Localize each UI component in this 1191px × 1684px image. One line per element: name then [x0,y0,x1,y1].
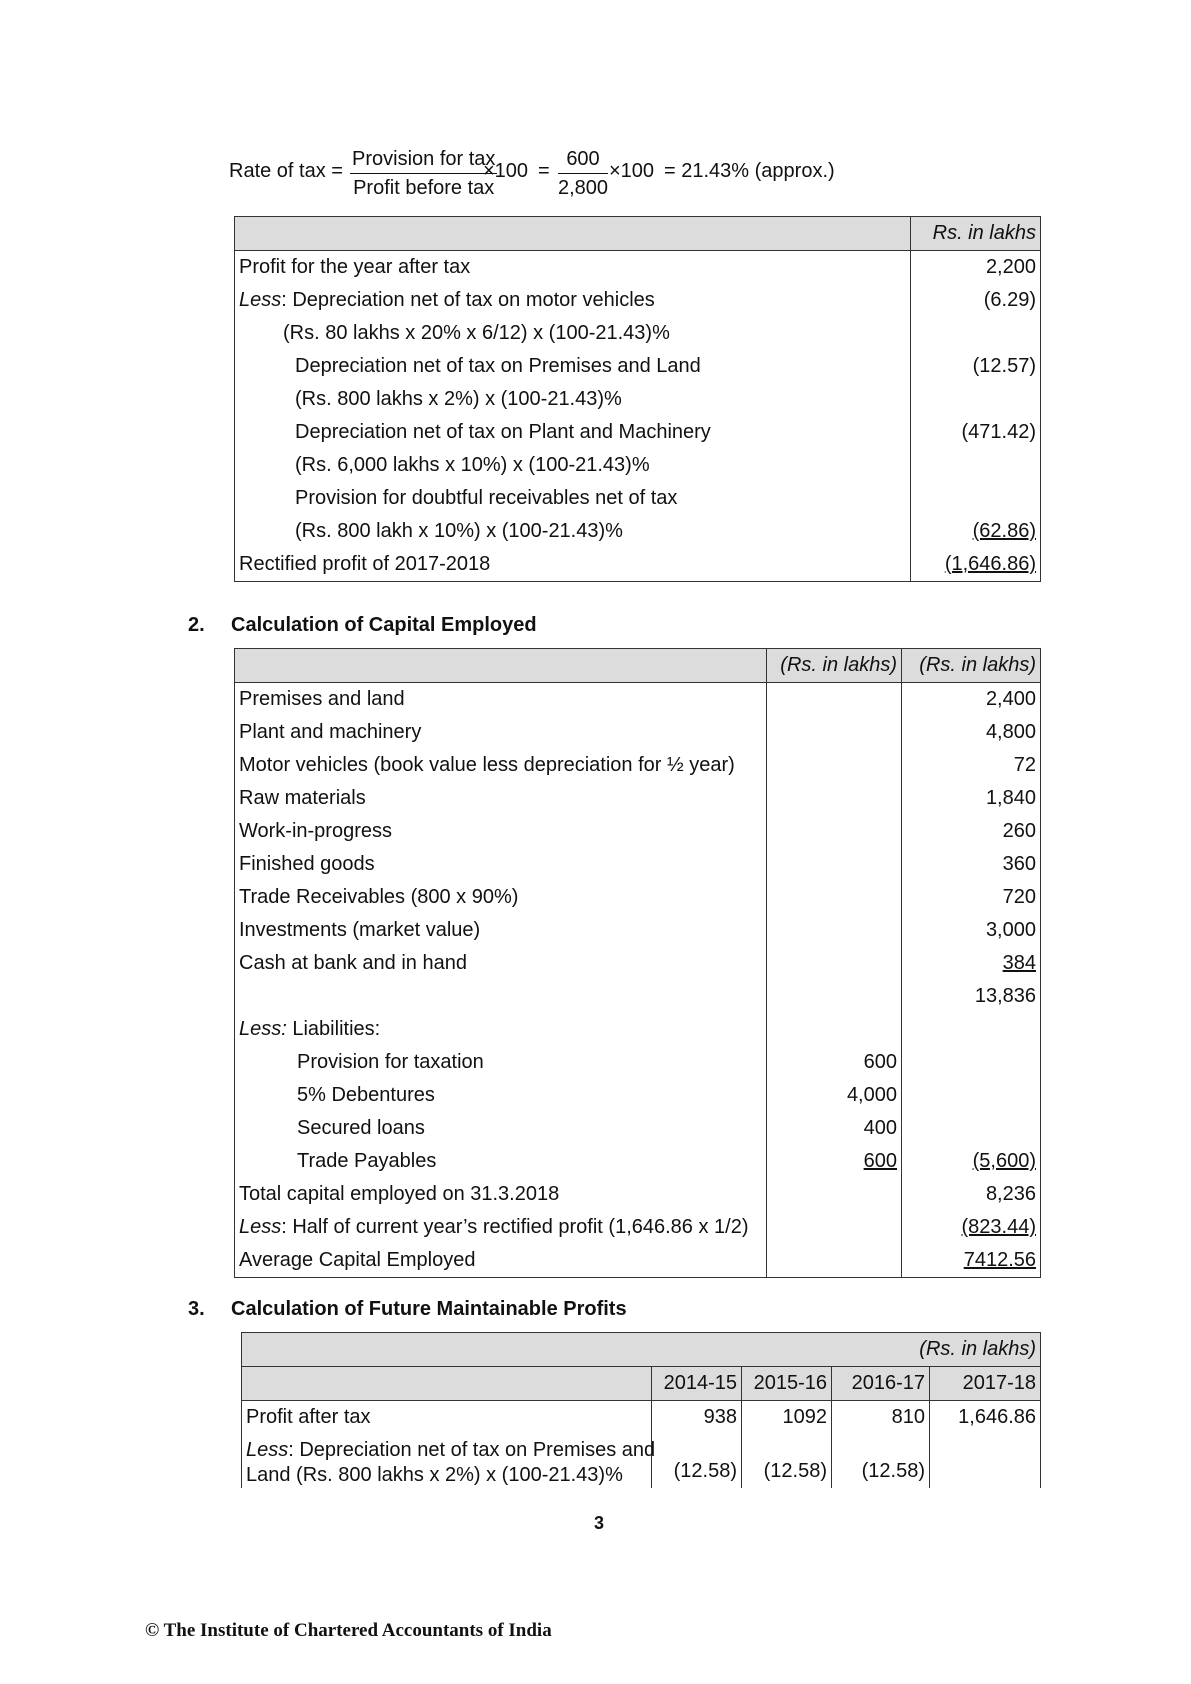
section-3-title: Calculation of Future Maintainable Profits [231,1298,627,1320]
table-row: Total capital employed on 31.3.2018 8,236 [235,1178,1041,1211]
formula-label: Rate of tax = [229,160,343,182]
table-row: (Rs. 80 lakhs x 20% x 6/12) x (100-21.43)% [235,317,1041,350]
fraction-1-denominator: Profit before tax [353,177,495,199]
section-3-number: 3. [188,1298,205,1320]
fraction-2-denominator: 2,800 [558,177,609,199]
table-row: Investments (market value) 3,000 [235,914,1041,947]
table-row: (Rs. 6,000 lakhs x 10%) x (100-21.43)% [235,449,1041,482]
fraction-1 [350,145,497,202]
unit-header-row: (Rs. in lakhs) [242,1333,1041,1367]
equals-sign: = [538,160,550,182]
table-row: Raw materials 1,840 [235,782,1041,815]
table-row: Profit for the year after tax 2,200 [235,251,1041,285]
section-2-title: Calculation of Capital Employed [231,614,537,636]
table-row: Depreciation net of tax on Plant and Machinery (471.42) [235,416,1041,449]
table-row: Trade Receivables (800 x 90%) 720 [235,881,1041,914]
page-number: 3 [594,1513,605,1533]
years-header-row: 2014-15 2015-16 2016-17 2017-18 [242,1367,1041,1401]
table-row: 5% Debentures 4,000 [235,1079,1041,1112]
table-row: Motor vehicles (book value less depreciation for ½ year) 72 [235,749,1041,782]
table-row: Trade Payables 600 (5,600) [235,1145,1041,1178]
table-row: Profit after tax 938 1092 810 1,646.86 [242,1401,1041,1435]
fraction-1-numerator: Provision for tax [350,145,497,174]
future-profits-table [241,1332,1041,1488]
fraction-2 [558,145,608,202]
table-row: Less: Half of current year’s rectified profit (1,646.86 x 1/2) (823.44) [235,1211,1041,1244]
table-row: Less: Liabilities: [235,1013,1041,1046]
table-row: Depreciation net of tax on Premises and Land (12.57) [235,350,1041,383]
table-row: (Rs. 800 lakh x 10%) x (100-21.43)% (62.86) [235,515,1041,548]
table-row: Cash at bank and in hand 384 [235,947,1041,980]
copyright-footer: © The Institute of Chartered Accountants of India [145,1620,552,1641]
fraction-2-numerator: 600 [558,145,608,174]
table-row: Work-in-progress 260 [235,815,1041,848]
table-row: Finished goods 360 [235,848,1041,881]
times-100-a: ×100 [483,160,529,182]
table-row: Less: Depreciation net of tax on Premises and Land (Rs. 800 lakhs x 2%) x (100-21.43)% (12.58) (12.58) (12.58) [242,1434,1041,1488]
table-row: Provision for taxation 600 [235,1046,1041,1079]
rectified-profit-table [234,216,1041,582]
table-row: Plant and machinery 4,800 [235,716,1041,749]
table-row-subtotal: 13,836 [235,980,1041,1013]
table-row: Secured loans 400 [235,1112,1041,1145]
table-row-total: Average Capital Employed 7412.56 [235,1244,1041,1278]
table-row-total: Rectified profit of 2017-2018 (1,646.86) [235,548,1041,582]
table-row: Premises and land 2,400 [235,683,1041,717]
unit-header: Rs. in lakhs [911,217,1041,251]
capital-employed-table [234,648,1041,1278]
table-header-row [235,217,1041,251]
table-header-row: (Rs. in lakhs) (Rs. in lakhs) [235,649,1041,683]
table-row: (Rs. 800 lakhs x 2%) x (100-21.43)% [235,383,1041,416]
section-2-number: 2. [188,614,205,636]
table-row: Less: Depreciation net of tax on motor vehicles (6.29) [235,284,1041,317]
formula-result: = 21.43% (approx.) [664,160,835,182]
times-100-b: ×100 [609,160,655,182]
table-row: Provision for doubtful receivables net of tax [235,482,1041,515]
